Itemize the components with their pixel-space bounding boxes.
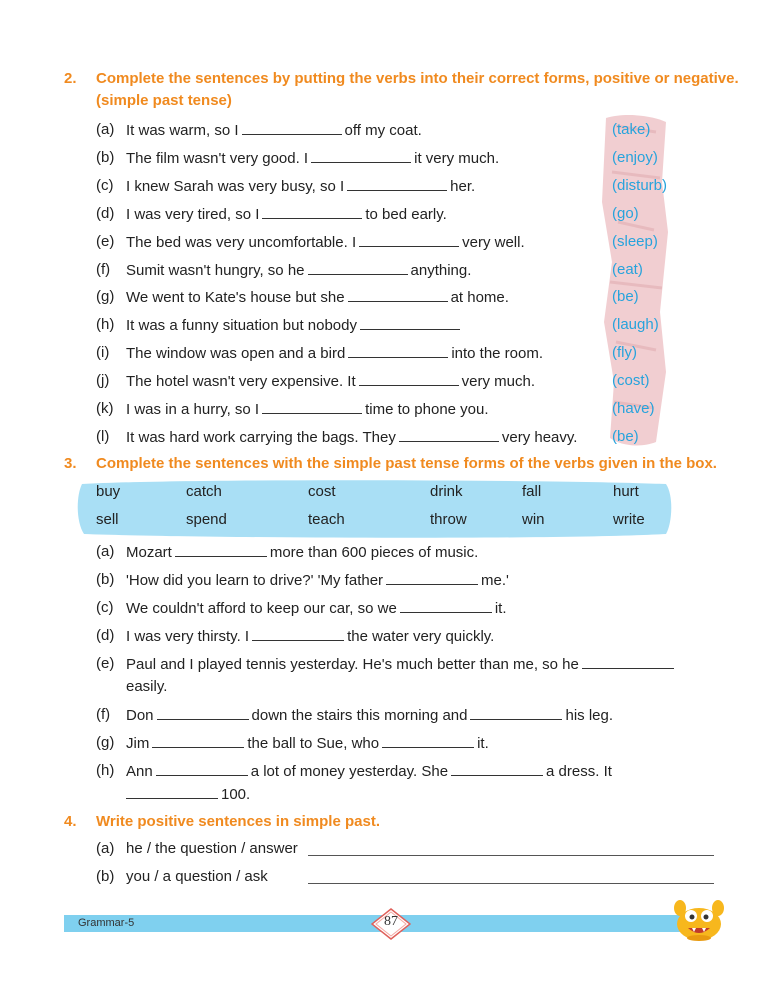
item-label: (i)	[96, 344, 110, 362]
answer-blank[interactable]	[308, 260, 408, 275]
section-2-number: 2.	[64, 70, 77, 87]
verb-hint: (disturb)	[612, 176, 668, 194]
sentence-start: The bed was very uncomfortable. I	[126, 233, 357, 251]
verb-hint: (enjoy)	[612, 148, 658, 166]
section-3-title: Complete the sentences with the simple past tense forms of the verbs given in the box.	[96, 455, 717, 472]
box-verb: win	[522, 511, 545, 528]
box-verb: cost	[308, 483, 336, 500]
box-verb: sell	[96, 511, 119, 528]
answer-blank[interactable]	[175, 542, 267, 557]
answer-blank[interactable]	[262, 399, 362, 414]
item-label: (l)	[96, 427, 110, 445]
item-label: (b)	[96, 148, 115, 166]
sentence-start: The hotel wasn't very expensive. It	[126, 373, 356, 391]
box-verb: write	[613, 511, 645, 528]
answer-blank[interactable]	[359, 371, 459, 386]
sentence-end: to bed early.	[365, 205, 447, 223]
verb-hint: (take)	[612, 121, 651, 138]
sentence-start: It was a funny situation but nobody	[126, 317, 357, 335]
monster-mascot-icon	[672, 896, 726, 942]
item-label: (g)	[96, 288, 115, 306]
sentence-end: it very much.	[414, 149, 500, 167]
answer-blank[interactable]	[348, 287, 448, 302]
answer-blank[interactable]	[348, 343, 448, 358]
answer-blank[interactable]	[252, 626, 344, 641]
word-box	[76, 478, 676, 540]
sentence-end: at home.	[450, 289, 509, 307]
answer-blank[interactable]	[582, 654, 674, 669]
answer-blank[interactable]	[399, 427, 499, 442]
verb-hint: (be)	[612, 427, 639, 445]
sentence-start: I knew Sarah was very busy, so I	[126, 177, 345, 195]
answer-blank[interactable]	[400, 598, 492, 613]
verb-hint: (have)	[612, 400, 655, 417]
item-label: (c)	[96, 176, 114, 194]
answer-blank[interactable]	[360, 315, 460, 330]
item-label: (f)	[96, 260, 111, 278]
answer-line[interactable]	[308, 855, 714, 856]
answer-blank[interactable]	[152, 733, 244, 748]
answer-blank[interactable]	[359, 232, 459, 247]
page-number: 87	[384, 914, 398, 929]
sentence-end: off my coat.	[344, 122, 422, 139]
box-verb: buy	[96, 483, 121, 500]
answer-blank[interactable]	[311, 148, 411, 163]
item-label: (j)	[96, 372, 110, 390]
sentence-start: The window was open and a bird	[126, 345, 346, 363]
answer-blank[interactable]	[347, 176, 447, 191]
verb-hint: (go)	[612, 204, 639, 222]
sentence-end: very much.	[461, 373, 536, 391]
answer-blank[interactable]	[242, 120, 342, 135]
sentence-start: It was warm, so I	[126, 122, 239, 139]
section-4-title: Write positive sentences in simple past.	[96, 813, 380, 830]
sentence-start: I was in a hurry, so I	[126, 401, 260, 418]
sentence-start: It was hard work carrying the bags. They	[126, 428, 396, 446]
box-verb: catch	[186, 483, 222, 500]
sentence-start: Sumit wasn't hungry, so he	[126, 261, 305, 279]
verb-hint: (laugh)	[612, 316, 659, 334]
verb-hint: (sleep)	[612, 232, 658, 250]
sentence-start: The film wasn't very good. I	[126, 149, 309, 167]
answer-blank[interactable]	[470, 705, 562, 720]
item-label: (e)	[96, 232, 115, 250]
sentence-start: We went to Kate's house but she	[126, 289, 345, 307]
box-verb: drink	[430, 483, 463, 500]
sentence-end: anything.	[410, 261, 472, 279]
verb-hint: (cost)	[612, 372, 650, 390]
answer-blank[interactable]	[382, 733, 474, 748]
box-verb: spend	[186, 511, 227, 528]
section-3-number: 3.	[64, 455, 77, 472]
answer-blank[interactable]	[126, 784, 218, 799]
sentence-end: very well.	[462, 233, 525, 251]
answer-line[interactable]	[308, 883, 714, 884]
item-label: (h)	[96, 316, 115, 334]
box-verb: hurt	[613, 483, 639, 500]
section-2-title: Complete the sentences by putting the verbs into their correct forms, positive or negative.	[96, 70, 739, 87]
item-label: (a)	[96, 121, 115, 138]
answer-blank[interactable]	[451, 761, 543, 776]
sentence-end: into the room.	[451, 345, 544, 363]
verb-hint: (be)	[612, 288, 639, 306]
answer-blank[interactable]	[386, 570, 478, 585]
verb-hint: (eat)	[612, 260, 643, 278]
sentence-end: time to phone you.	[365, 401, 489, 418]
answer-blank[interactable]	[157, 705, 249, 720]
verb-hint: (fly)	[612, 344, 637, 362]
sentence-end: very heavy.	[501, 428, 578, 446]
section-2-subtitle: (simple past tense)	[96, 92, 232, 109]
sentence-start: I was very tired, so I	[126, 205, 260, 223]
box-verb: throw	[430, 511, 467, 528]
box-verb: fall	[522, 483, 542, 500]
book-label: Grammar-5	[78, 917, 135, 929]
sentence-end: her.	[450, 177, 476, 195]
answer-blank[interactable]	[262, 204, 362, 219]
item-label: (d)	[96, 204, 115, 222]
section-4-number: 4.	[64, 813, 77, 830]
box-verb: teach	[308, 511, 345, 528]
item-label: (k)	[96, 400, 114, 417]
answer-blank[interactable]	[156, 761, 248, 776]
